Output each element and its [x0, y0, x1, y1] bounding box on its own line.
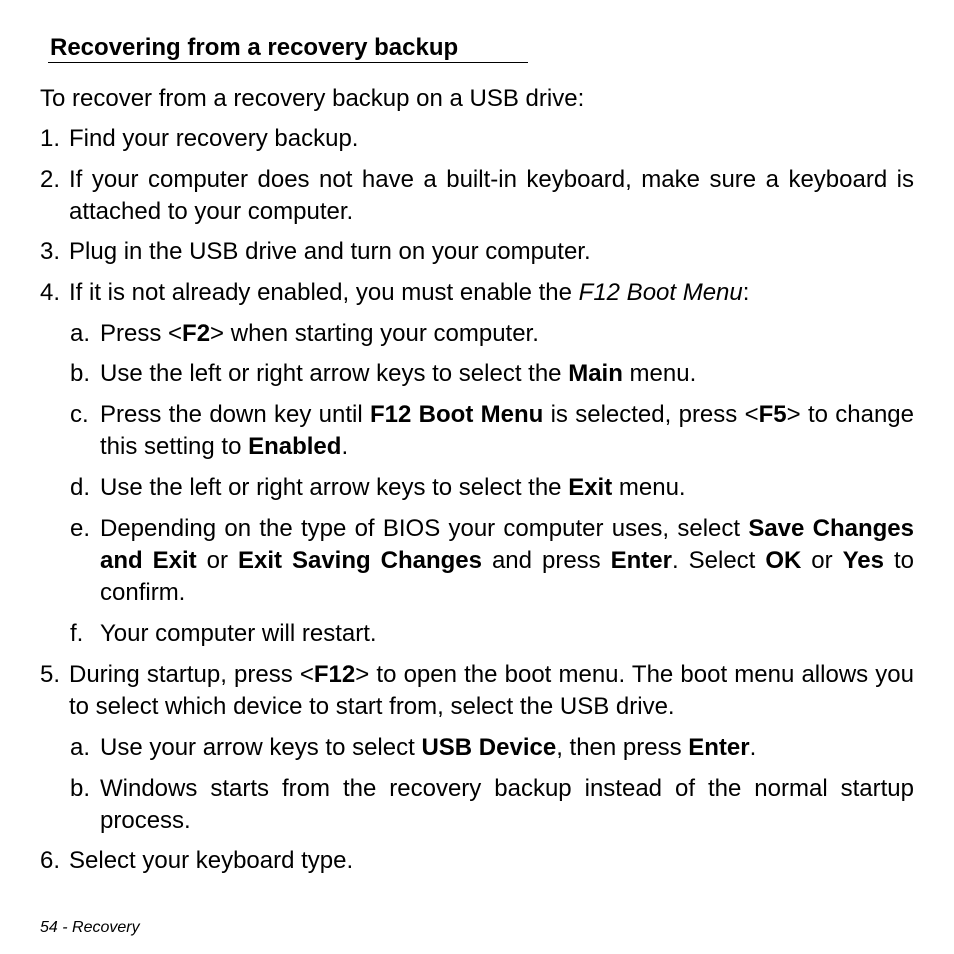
key-name: Enter: [610, 547, 672, 574]
step-text: menu.: [622, 360, 697, 387]
step-text: Use your arrow keys to select: [100, 734, 422, 761]
menu-name: Main: [568, 360, 623, 387]
substep-marker: f.: [70, 620, 84, 647]
step-text: or: [801, 547, 843, 574]
step-5b: [70, 773, 914, 837]
step-text: .: [749, 734, 757, 761]
step-text: :: [742, 279, 750, 306]
step-text: or: [196, 547, 238, 574]
emphasis-text: F12 Boot Menu: [578, 279, 743, 306]
option-name: Save Changes and Exit: [100, 515, 914, 574]
step-text: and press: [481, 547, 611, 574]
step-4c: [70, 399, 915, 463]
key-name: F5: [758, 401, 787, 428]
substep-marker: e.: [70, 515, 91, 542]
step-text: If your computer does not have a built-in keyboard, make sure a keyboard is attached to your computer.: [69, 166, 914, 225]
step-text: Plug in the USB drive and turn on your computer.: [69, 238, 591, 265]
page-footer: 54 - Recovery: [40, 919, 140, 936]
step-text: Depending on the type of BIOS your computer uses, select: [100, 515, 749, 542]
step-text: Press the down key until: [100, 401, 370, 428]
step-4a: [70, 318, 914, 350]
step-text: Select your keyboard type.: [69, 847, 354, 874]
step-text: Windows starts from the recovery backup instead of the normal startup process.: [100, 775, 914, 834]
substep-marker: a.: [70, 320, 91, 347]
step-text: .: [341, 433, 349, 460]
option-name: OK: [765, 547, 802, 574]
step-text: > to change this setting to: [100, 401, 915, 460]
step-4: [40, 277, 914, 309]
step-4f: [70, 618, 914, 650]
step-text: Use the left or right arrow keys to select the: [100, 474, 569, 501]
substep-marker: b.: [70, 775, 91, 802]
step-marker: 1.: [40, 125, 61, 152]
step-text: menu.: [612, 474, 686, 501]
intro-paragraph: To recover from a recovery backup on a USB drive:: [40, 85, 585, 112]
step-text: Find your recovery backup.: [69, 125, 359, 152]
step-4e: [70, 513, 915, 609]
step-text: Use the left or right arrow keys to select the: [100, 360, 569, 387]
setting-name: F12 Boot Menu: [370, 401, 544, 428]
step-text: > when starting your computer.: [210, 320, 539, 347]
step-4d: [70, 472, 914, 504]
option-name: USB Device: [421, 734, 557, 761]
step-2: [40, 164, 914, 228]
step-text: During startup, press <: [69, 661, 314, 688]
key-name: Enter: [688, 734, 750, 761]
step-marker: 3.: [40, 238, 61, 265]
step-5a: [70, 732, 914, 764]
step-text: > to open the boot menu. The boot menu allows you to select which device to start from, select the USB drive.: [69, 661, 914, 720]
step-marker: 2.: [40, 166, 61, 193]
key-name: F12: [313, 661, 356, 688]
step-text: If it is not already enabled, you must enable the: [69, 279, 579, 306]
step-4b: [70, 358, 914, 390]
option-name: Exit Saving Changes: [237, 547, 482, 574]
substep-marker: b.: [70, 360, 91, 387]
key-name: F2: [182, 320, 211, 347]
step-text: , then press: [556, 734, 689, 761]
menu-name: Exit: [568, 474, 613, 501]
substep-marker: d.: [70, 474, 91, 501]
step-marker: 5.: [40, 661, 61, 688]
substep-marker: c.: [70, 401, 89, 428]
heading-underline: [48, 62, 528, 63]
step-1: [40, 123, 914, 155]
step-text: Press <: [100, 320, 183, 347]
step-3: [40, 236, 914, 268]
step-marker: 4.: [40, 279, 61, 306]
section-heading: Recovering from a recovery backup: [50, 34, 459, 61]
setting-value: Enabled: [248, 433, 342, 460]
step-5: [40, 659, 914, 723]
step-text: is selected, press <: [543, 401, 759, 428]
step-6: [40, 845, 914, 877]
substep-marker: a.: [70, 734, 91, 761]
step-text: Your computer will restart.: [100, 620, 377, 647]
step-text: to confirm.: [100, 547, 915, 606]
step-marker: 6.: [40, 847, 61, 874]
step-text: . Select: [672, 547, 766, 574]
option-name: Yes: [842, 547, 885, 574]
